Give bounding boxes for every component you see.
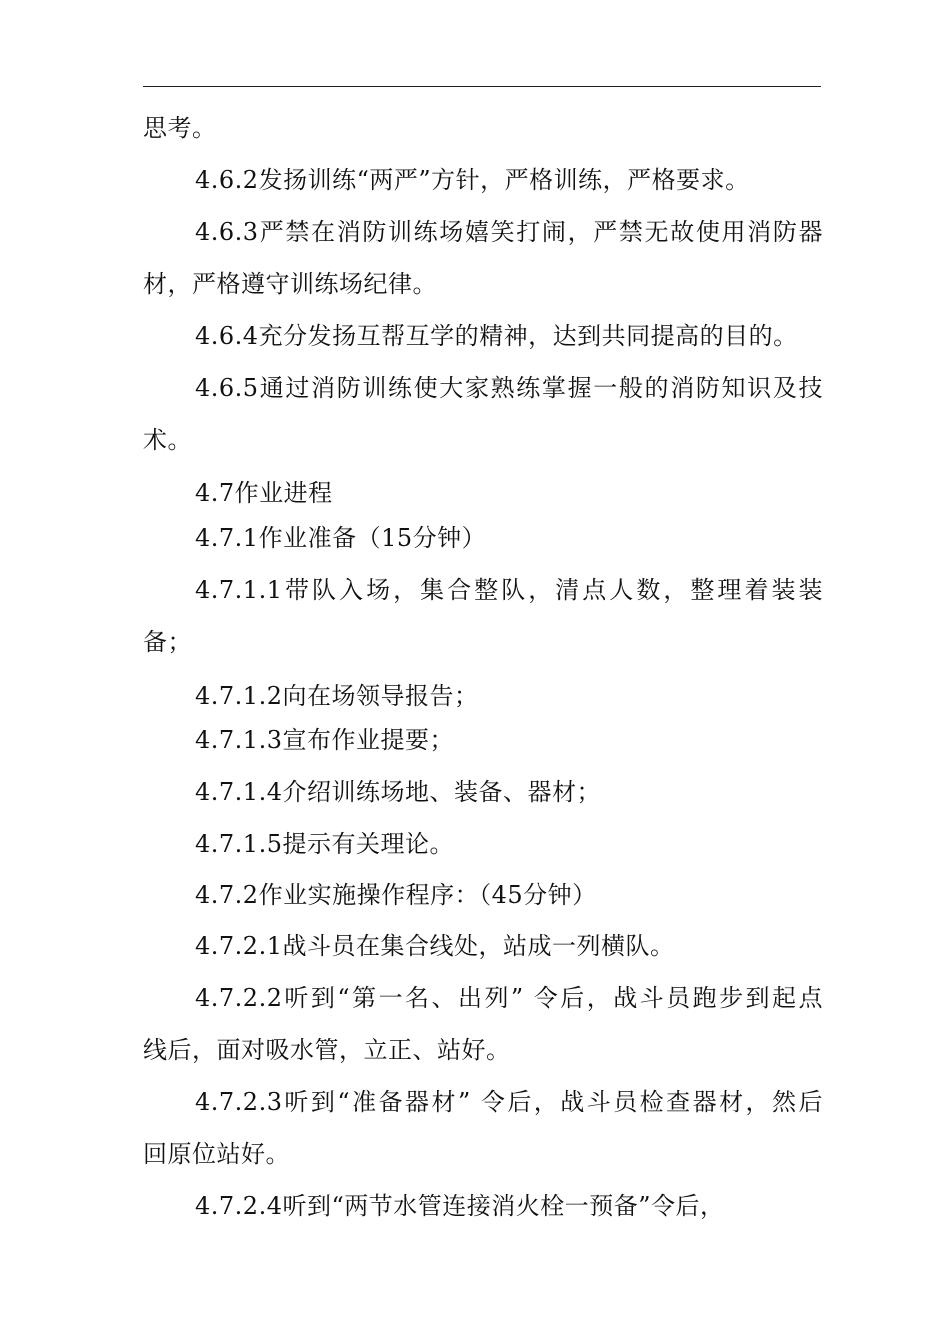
- paragraph-4-6-4: [143, 310, 823, 362]
- text-line: 4.6.2发扬训练“两严”方针，严格训练，严格要求。: [195, 166, 750, 194]
- text-line: 4.7.2.2听到“第一名、出列” 令后，战斗员跑步到起点: [195, 984, 823, 1012]
- text-line: 4.7.1.1带队入场，集合整队，清点人数，整理着装装: [195, 576, 823, 604]
- paragraph-4-7-2-1: [143, 920, 823, 972]
- text-line: 4.6.5通过消防训练使大家熟练掌握一般的消防知识及技: [195, 374, 823, 402]
- text-line: 4.6.3严禁在消防训练场嬉笑打闹，严禁无故使用消防器: [195, 218, 823, 246]
- text-line: 4.7.2.4听到“两节水管连接消火栓一预备”令后，: [195, 1192, 725, 1220]
- paragraph-4-7-2-4: [143, 1180, 823, 1232]
- subsection-heading-4-7-1: [143, 512, 823, 564]
- paragraph-4-7-1-3: [143, 714, 823, 766]
- text-line: 回原位站好。: [143, 1140, 290, 1168]
- text-line: 4.7.1.5提示有关理论。: [195, 830, 454, 858]
- text-line: 备；: [143, 628, 192, 656]
- paragraph-4-7-2-3: [143, 1076, 823, 1180]
- text-line: 4.7作业进程: [195, 479, 333, 507]
- text-line: 思考。: [143, 114, 217, 142]
- subsection-heading-4-7-2: [143, 869, 823, 921]
- header-rule: [143, 86, 821, 87]
- paragraph-4-6-2: [143, 154, 823, 206]
- paragraph-4-6-3: [143, 206, 823, 310]
- text-line: 4.7.2.3听到“准备器材” 令后，战斗员检查器材，然后: [195, 1088, 823, 1116]
- text-line: 术。: [143, 426, 192, 454]
- paragraph-4-7-1-4: [143, 766, 823, 818]
- text-line: 线后，面对吸水管，立正、站好。: [143, 1036, 511, 1064]
- text-line: 材，严格遵守训练场纪律。: [143, 270, 437, 298]
- text-line: 4.7.1.4介绍训练场地、装备、器材；: [195, 778, 601, 806]
- paragraph-4-7-1-1: [143, 564, 823, 668]
- text-line: 4.6.4充分发扬互帮互学的精神，达到共同提高的目的。: [195, 322, 798, 350]
- text-line: 4.7.2.1战斗员在集合线处，站成一列横队。: [195, 932, 675, 960]
- text-line: 4.7.1.3宣布作业提要；: [195, 726, 454, 754]
- paragraph-4-6-5: [143, 362, 823, 466]
- text-line: 4.7.1作业准备（15分钟）: [195, 524, 487, 552]
- paragraph-4-7-2-2: [143, 972, 823, 1076]
- text-line: 4.7.1.2向在场领导报告；: [195, 682, 479, 710]
- text-line: 4.7.2作业实施操作程序：（45分钟）: [195, 881, 597, 909]
- paragraph-continuation: [143, 102, 823, 154]
- paragraph-4-7-1-5: [143, 818, 823, 870]
